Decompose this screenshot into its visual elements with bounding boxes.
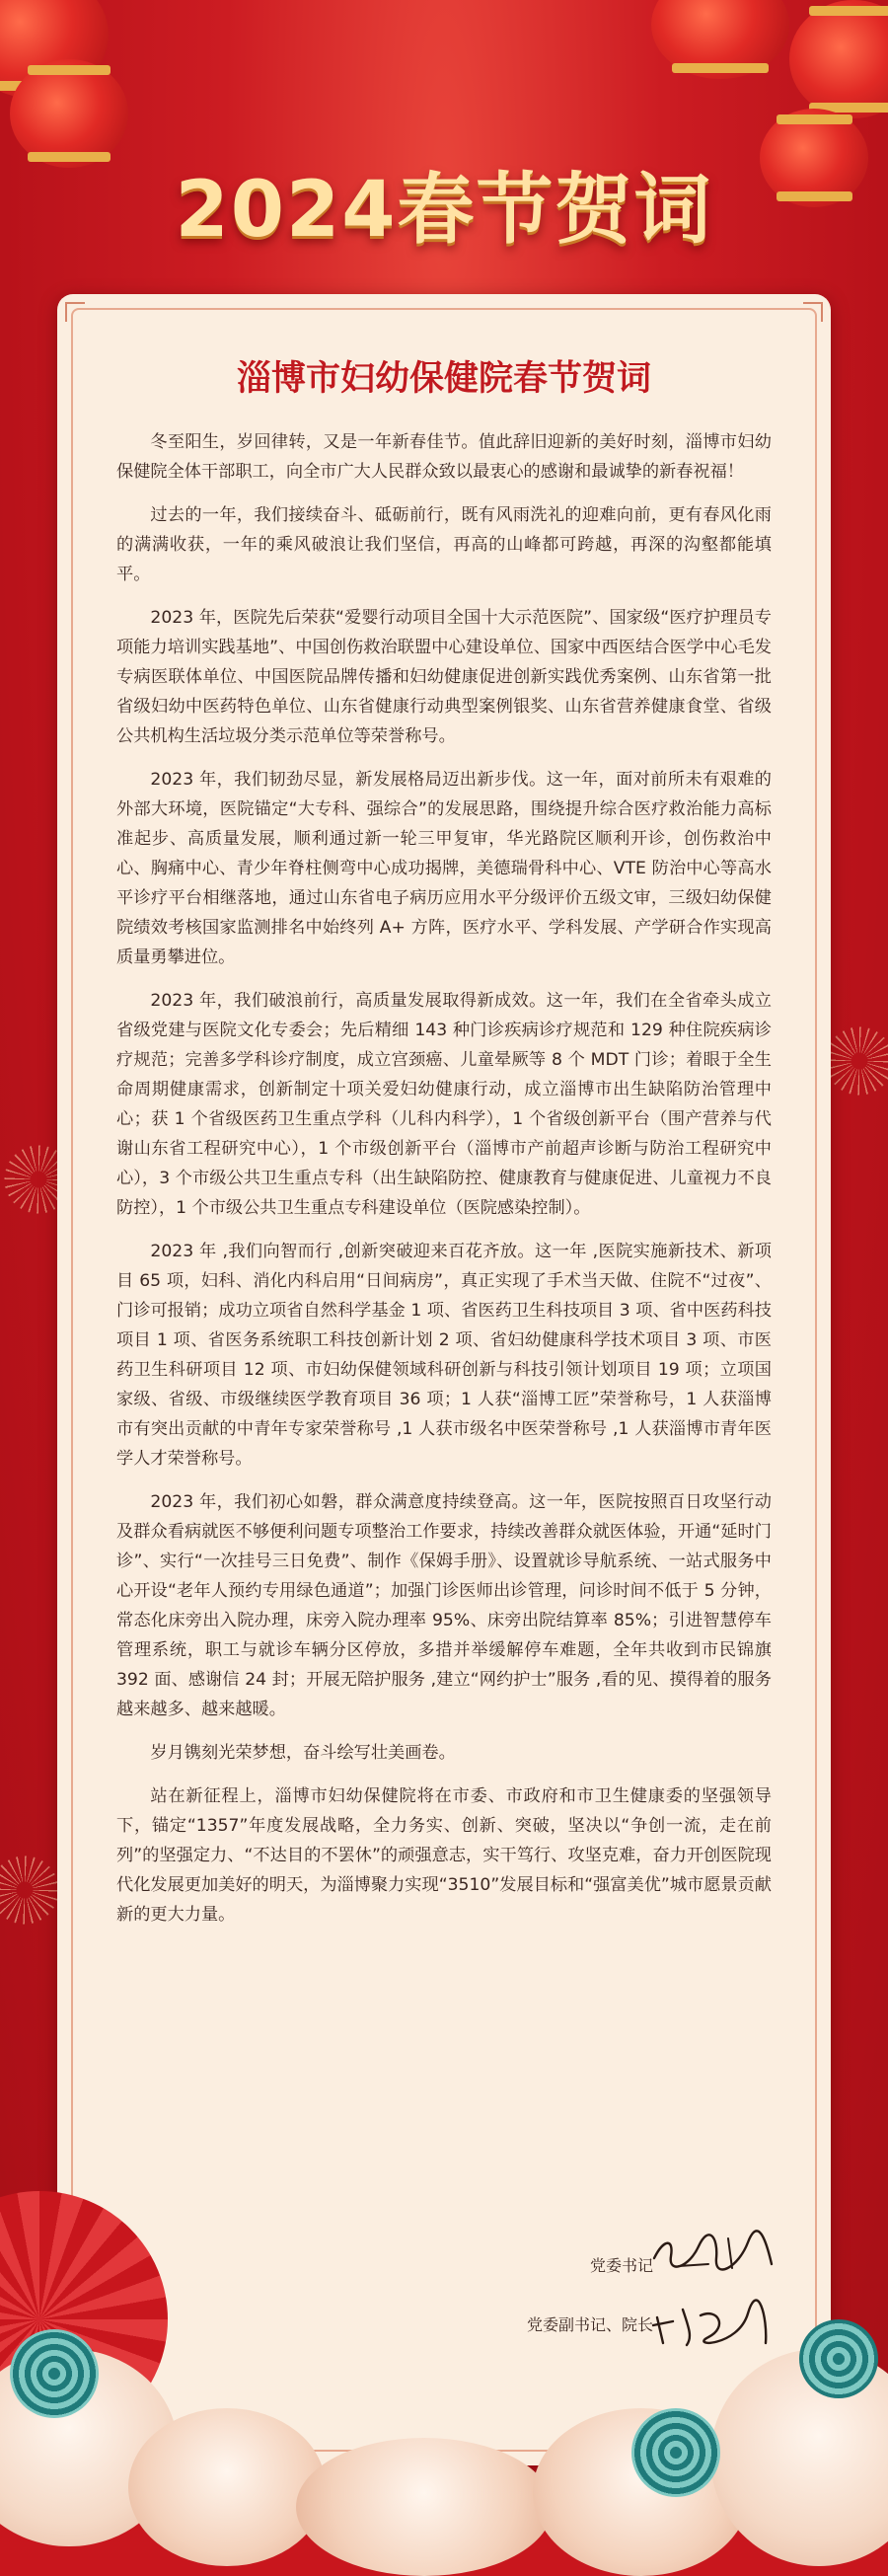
signature-role-president: 党委副书记、院长 <box>526 2315 653 2334</box>
letter-body <box>116 427 772 1943</box>
paragraph: 2023 年，医院先后荣获“爱婴行动项目全国十大示范医院”、国家级“医疗护理员专项能力培训实践基地”、中国创伤救治联盟中心建设单位、国家中西医结合医学中心毛发专病医联体单位、中国医院品牌传播和妇幼健康促进创新实践优秀案例、山东省第一批省级妇幼中医药特色单位、山东省健康行动典型案例银奖、山东省营养健康食堂、省级公共机构生活垃圾分类示范单位等荣誉称号。 <box>116 608 772 746</box>
paragraph: 2023 年，我们韧劲尽显，新发展格局迈出新步伐。这一年，面对前所未有艰难的外部大环境，医院锚定“大专科、强综合”的发展思路，围绕提升综合医疗救治能力高标准起步、高质量发展，顺利通过新一轮三甲复审，华光路院区顺利开诊，创伤救治中心、胸痛中心、青少年脊柱侧弯中心成功揭牌，美德瑞骨科中心、VTE 防治中心等高水平诊疗平台相继落地，通过山东省电子病历应用水平分级评价五级文审，三级妇幼保健院绩效考核国家监测排名中始终列 A+ 方阵，医疗水平、学科发展、产学研合作实现高质量勇攀进位。 <box>116 770 772 967</box>
wave-decoration <box>631 2408 720 2497</box>
paragraph: 站在新征程上，淄博市妇幼保健院将在市委、市政府和市卫生健康委的坚强领导下，锚定“1357”年度发展战略，全力务实、创新、突破，坚决以“争创一流，走在前列”的坚强定力、“不达目的不罢休”的顽强意志，实干笃行、攻坚克难，奋力开创医院现代化发展更加美好的明天，为淄博聚力实现“3510”发展目标和“强富美优”城市愿景贡献新的更大力量。 <box>116 1786 772 1925</box>
paragraph: 2023 年，我们初心如磐，群众满意度持续登高。这一年，医院按照百日攻坚行动及群众看病就医不够便利问题专项整治工作要求，持续改善群众就医体验，开通“延时门诊”、实行“一次挂号三日免费”、制作《保姆手册》、设置就诊导航系统、一站式服务中心开设“老年人预约专用绿色通道”；加强门诊医师出诊管理，问诊时间不低于 5 分钟，常态化床旁出入院办理，床旁入院办理率 95%、床旁出院结算率 85%；引进智慧停车管理系统，职工与就诊车辆分区停放，多措并举缓解停车难题，全年共收到市民锦旗 392 面、感谢信 24 封；开展无陪护服务 ,建立“网约护士”服务 ,看的见、摸得着的服务越来越多、越来越暖。 <box>116 1492 772 1719</box>
paragraph: 冬至阳生，岁回律转，又是一年新春佳节。值此辞旧迎新的美好时刻，淄博市妇幼保健院全体干部职工，向全市广大人民群众致以最衷心的感谢和最诚挚的新春祝福！ <box>116 432 772 482</box>
paragraph: 过去的一年，我们接续奋斗、砥砺前行，既有风雨洗礼的迎难向前，更有春风化雨的满满收获，一年的乘风破浪让我们坚信，再高的山峰都可跨越，再深的沟壑都能填平。 <box>116 505 772 584</box>
paragraph: 岁月镌刻光荣梦想，奋斗绘写壮美画卷。 <box>150 1743 456 1763</box>
signature-role-secretary: 党委书记 <box>589 2256 653 2275</box>
cloud-decoration <box>128 2408 326 2566</box>
paragraph: 2023 年 ,我们向智而行 ,创新突破迎来百花齐放。这一年 ,医院实施新技术、新项目 65 项，妇科、消化内科启用“日间病房”，真正实现了手术当天做、住院不“过夜”、门诊可报销；成功立项省自然科学基金 1 项、省医药卫生科技项目 3 项、省中医药科技项目 1 项、省医务系统职工科技创新计划 2 项、省妇幼健康科学技术项目 3 项、市医药卫生科研项目 12 项、市妇幼保健领域科研创新与科技引领计划项目 19 项；立项国家级、省级、市级继续医学教育项目 36 项；1 人获“淄博工匠”荣誉称号，1 人获淄博市有突出贡献的中青年专家荣誉称号 ,1 人获市级名中医荣誉称号 ,1 人获淄博市青年医学人才荣誉称号。 <box>116 1242 772 1469</box>
cloud-decoration <box>296 2438 553 2576</box>
wave-decoration <box>10 2329 99 2418</box>
frame-corner <box>65 302 85 322</box>
frame-corner <box>803 302 823 322</box>
paragraph: 2023 年，我们破浪前行，高质量发展取得新成效。这一年，我们在全省牵头成立省级党建与医院文化专委会；先后精细 143 种门诊疾病诊疗规范和 129 种住院疾病诊疗规范；完善多学科诊疗制度，成立宫颈癌、儿童晕厥等 8 个 MDT 门诊；着眼于全生命周期健康需求，创新制定十项关爱妇幼健康行动，成立淄博市出生缺陷防治管理中心；获 1 个省级医药卫生重点学科（儿科内科学），1 个省级创新平台（围产营养与代谢山东省工程研究中心），1 个市级创新平台（淄博市产前超声诊断与防治工程研究中心），3 个市级公共卫生重点专科（出生缺陷防控、健康教育与健康促进、儿童视力不良防控），1 个市级公共卫生重点专科建设单位（医院感染控制）。 <box>116 991 772 1218</box>
handwritten-signature <box>649 2229 777 2278</box>
banner-title: 2024春节贺词 <box>175 166 713 255</box>
wave-decoration <box>799 2319 878 2398</box>
greeting-letter <box>57 294 831 2465</box>
firework-decoration <box>825 1026 888 1096</box>
handwritten-signature <box>649 2298 777 2352</box>
letter-title: 淄博市妇幼保健院春节贺词 <box>236 358 651 399</box>
